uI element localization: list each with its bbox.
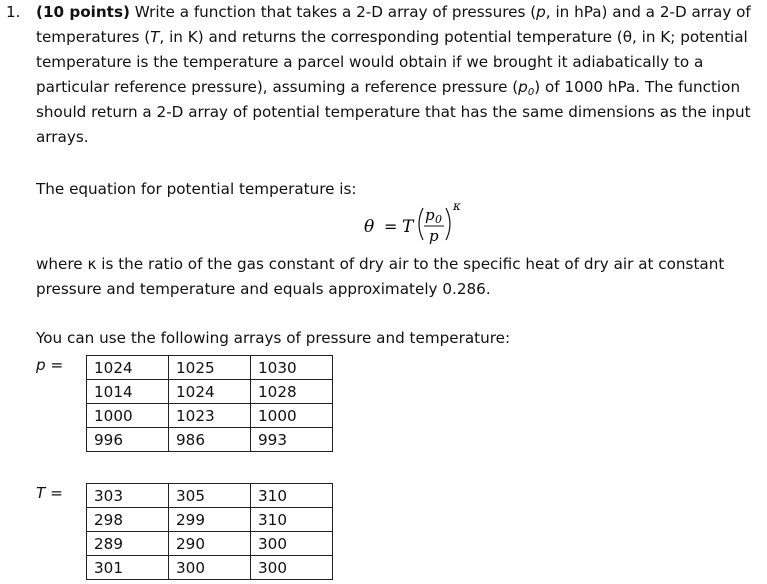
eq-numerator: p: [425, 206, 435, 224]
temperature-symbol: T: [36, 484, 46, 502]
temperature-table-row: [87, 556, 333, 580]
temperature-table-cell: 310: [251, 508, 333, 532]
pressure-table-body: [87, 356, 333, 452]
question-text: [36, 0, 762, 150]
pressure-table-cell: 1000: [251, 404, 333, 428]
eq-theta: θ: [364, 217, 375, 237]
pressure-table-cell: 986: [169, 428, 251, 452]
temperature-table-row: [87, 484, 333, 508]
pressure-table-cell: 1024: [87, 356, 169, 380]
equation-explanation: where κ is the ratio of the gas constant of dry air to the specific heat of dry air at constant pressure and temperature and equals approximately 0.286.: [36, 255, 725, 298]
eq-right-paren: [446, 208, 450, 240]
eq-T: T: [402, 217, 414, 237]
temperature-table-cell: 300: [251, 556, 333, 580]
pressure-table-cell: 1000: [87, 404, 169, 428]
temperature-array-label: [36, 481, 63, 506]
pressure-table-row: [87, 404, 333, 428]
temperature-table-cell: 301: [87, 556, 169, 580]
pressure-table-cell: 1023: [169, 404, 251, 428]
t-symbol: T: [150, 28, 160, 46]
temperature-table-cell: 310: [251, 484, 333, 508]
question-number: 1.: [6, 3, 21, 21]
pressure-array-label: [36, 353, 63, 378]
eq-left-paren: [419, 208, 423, 240]
p0-subscript: 0: [527, 87, 535, 98]
temperature-table-cell: 305: [169, 484, 251, 508]
pressure-table-cell: 993: [251, 428, 333, 452]
pressure-table-row: [87, 428, 333, 452]
points-label: (10 points): [36, 3, 130, 21]
temperature-table-cell: 289: [87, 532, 169, 556]
eq-numerator-sub: 0: [435, 213, 442, 226]
intro-text: Write a function that takes a 2-D array of pressures (: [129, 3, 537, 21]
eq-exponent: κ: [453, 199, 461, 213]
pressure-table-cell: 1028: [251, 380, 333, 404]
pressure-table-cell: 1024: [169, 380, 251, 404]
equation-intro: The equation for potential temperature is:: [36, 180, 357, 198]
pressure-table-cell: 1030: [251, 356, 333, 380]
temperature-table-cell: 299: [169, 508, 251, 532]
intro-mid2: , in K) and returns the corresponding potential temperature (θ, in K; potential temperature is the temperature a parcel would obtain if we brought it adiabatically to a particular reference pressure), assuming a reference pressure (: [36, 28, 748, 96]
p0-symbol: p: [518, 78, 528, 96]
temperature-table-cell: 298: [87, 508, 169, 532]
potential-temperature-equation: [364, 200, 484, 250]
equation-svg: [364, 200, 484, 250]
pressure-table-row: [87, 356, 333, 380]
arrays-intro: You can use the following arrays of pressure and temperature:: [36, 329, 511, 347]
pressure-table-cell: 996: [87, 428, 169, 452]
intro-mid1: , in hPa) and a 2-D array of temperatures (: [36, 3, 751, 46]
pressure-table-row: [87, 380, 333, 404]
pressure-equals: =: [45, 356, 64, 374]
temperature-table-row: [87, 532, 333, 556]
pressure-symbol: p: [36, 356, 46, 374]
temperature-table-body: [87, 484, 333, 580]
temperature-table-cell: 303: [87, 484, 169, 508]
temperature-table-cell: 290: [169, 532, 251, 556]
pressure-table: [86, 355, 333, 452]
eq-equals: =: [384, 217, 398, 236]
intro-end: ) of 1000 hPa. The function should return a 2-D array of potential temperature that has the same dimensions as the input arrays.: [36, 78, 751, 146]
temperature-table-cell: 300: [251, 532, 333, 556]
temperature-equals: =: [45, 484, 63, 502]
temperature-table: [86, 483, 333, 580]
pressure-table-cell: 1014: [87, 380, 169, 404]
temperature-table-row: [87, 508, 333, 532]
eq-denominator: p: [429, 227, 439, 245]
pressure-table-cell: 1025: [169, 356, 251, 380]
temperature-table-cell: 300: [169, 556, 251, 580]
p-symbol: p: [536, 3, 546, 21]
